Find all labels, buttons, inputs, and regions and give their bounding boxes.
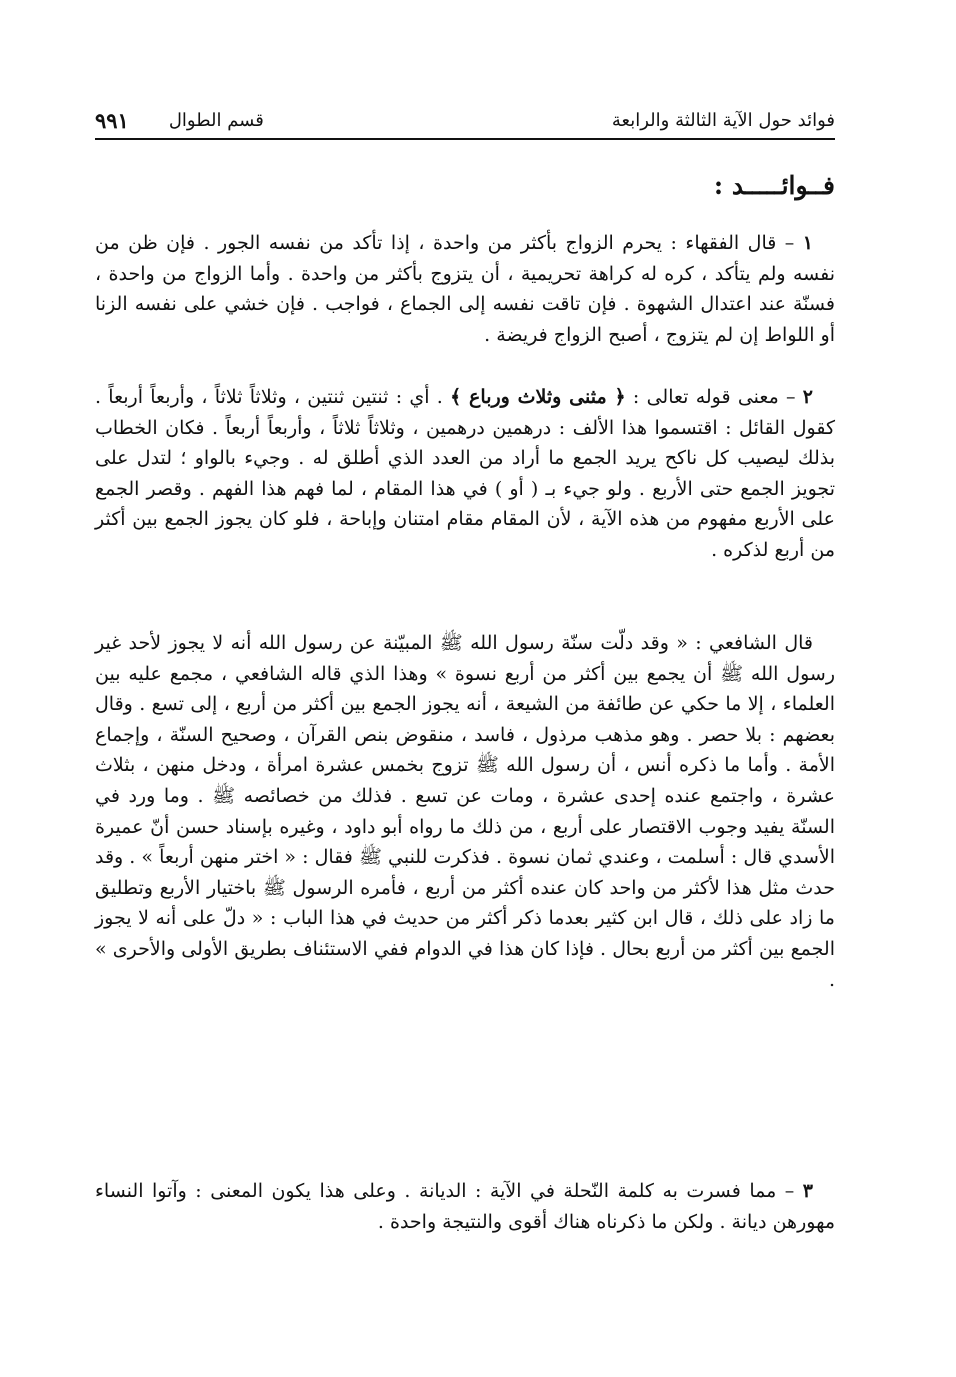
paragraph-text: – معنى قوله تعالى : [632,386,796,408]
header-rule [95,138,835,140]
paragraph-3 [95,628,835,1158]
paragraph-text: . أي : ثنتين ثنتين ، وثلاثاً ثلاثاً ، وأربعاً أربعاً . كقول القائل : اقتسموا هذا الألف : درهمين درهمين ، وثلاثاً ثلاثاً ، وأربعاً أربعاً . فكان الخطاب بذلك ليصيب كل ناكح يريد الجمع ما أراد من العدد الذي أطلق له . وجيء بالواو ؛ لتدل على تجويز الجمع حتى الأربع . ولو جيء بـ ( أو ) في هذا المقام ، لما فهم هذا الفهم . وقصر الجمع على الأربع مفهوم من هذه الآية ، لأن المقام مقام امتنان وإباحة ، فلو كان يجوز الجمع بين أكثر من أربع لذكره . [95,386,835,561]
running-head-left [95,110,264,132]
paragraph-2 [95,382,835,608]
paragraph-text: – قال الفقهاء : يحرم الزواج بأكثر من واحدة ، إذا تأكد من نفسه الجور . فإن ظن من نفسه ولم يتأكد ، كره له كراهة تحريمية ، أن يتزوج بأكثر من واحدة . وأما الزواج من واحدة ، فسنّة عند اعتدال الشهوة . فإن تاقت نفسه إلى الجماع ، فواجب . فإن خشي على نفسه الزنا أو اللواط إن لم يتزوج ، أصبح الزواج فريضة . [95,232,835,346]
paragraph-number: ٣ [802,1180,813,1202]
paragraph-1 [95,228,835,362]
paragraph-number: ١ [802,232,814,254]
page-number: ٩٩١ [95,108,129,133]
running-head-title: فوائد حول الآية الثالثة والرابعة [611,110,835,131]
running-head [95,92,835,132]
paragraph-text: – مما فسرت به كلمة النّحلة في الآية : الديانة . وعلى هذا يكون المعنى : وآتوا النساء مهورهن ديانة . ولكن ما ذكرناه هناك أقوى والنتيجة واحدة . [95,1180,835,1233]
section-name: قسم الطوال [168,110,264,131]
paragraph-4 [95,1176,835,1240]
section-heading: فــوائـــــد : [713,171,835,200]
paragraph-number: ٢ [802,386,813,408]
quran-quote: ﴿ مثنى وثلاث ورباع ﴾ [450,386,626,408]
book-page [95,92,835,1240]
paragraph-text: قال الشافعي : « وقد دلّت سنّة رسول الله ﷺ المبيّنة عن رسول الله أنه لا يجوز لأحد غير رسول الله ﷺ أن يجمع بين أكثر من أربع نسوة » وهذا الذي قاله الشافعي ، مجمع عليه بين العلماء ، إلا ما حكي عن طائفة من الشيعة ، أنه يجوز الجمع بين أكثر من أربع ، إلى تسع . وقال بعضهم : بلا حصر . وهو مذهب مرذول ، فاسد ، منقوض بنص القرآن ، وصحيح السنّة ، وإجماع الأمة . وأما ما ذكره أنس ، أن رسول الله ﷺ تزوج بخمس عشرة امرأة ، ودخل منهن ، بثلاث عشرة ، واجتمع عنده إحدى عشرة ، ومات عن تسع . فذلك من خصائصه ﷺ . وما ورد في السنّة يفيد وجوب الاقتصار على أربع ، من ذلك ما رواه أبو داود ، وغيره بإسناد حسن أنّ عميرة الأسدي قال : أسلمت ، وعندي ثمان نسوة . فذكرت للنبي ﷺ فقال : « اختر منهن أربعاً » . وقد حدث مثل هذا لأكثر من واحد كان عنده أكثر من أربع ، فأمره الرسول ﷺ باختيار الأربع وتطليق ما زاد على ذلك ، قال ابن كثير بعدما ذكر أكثر من حديث في هذا الباب : « دلّ على أنه لا يجوز الجمع بين أكثر من أربع بحال . فإذا كان هذا في الدوام ففي الاستئناف بطريق الأولى والأحرى » . [95,632,835,991]
